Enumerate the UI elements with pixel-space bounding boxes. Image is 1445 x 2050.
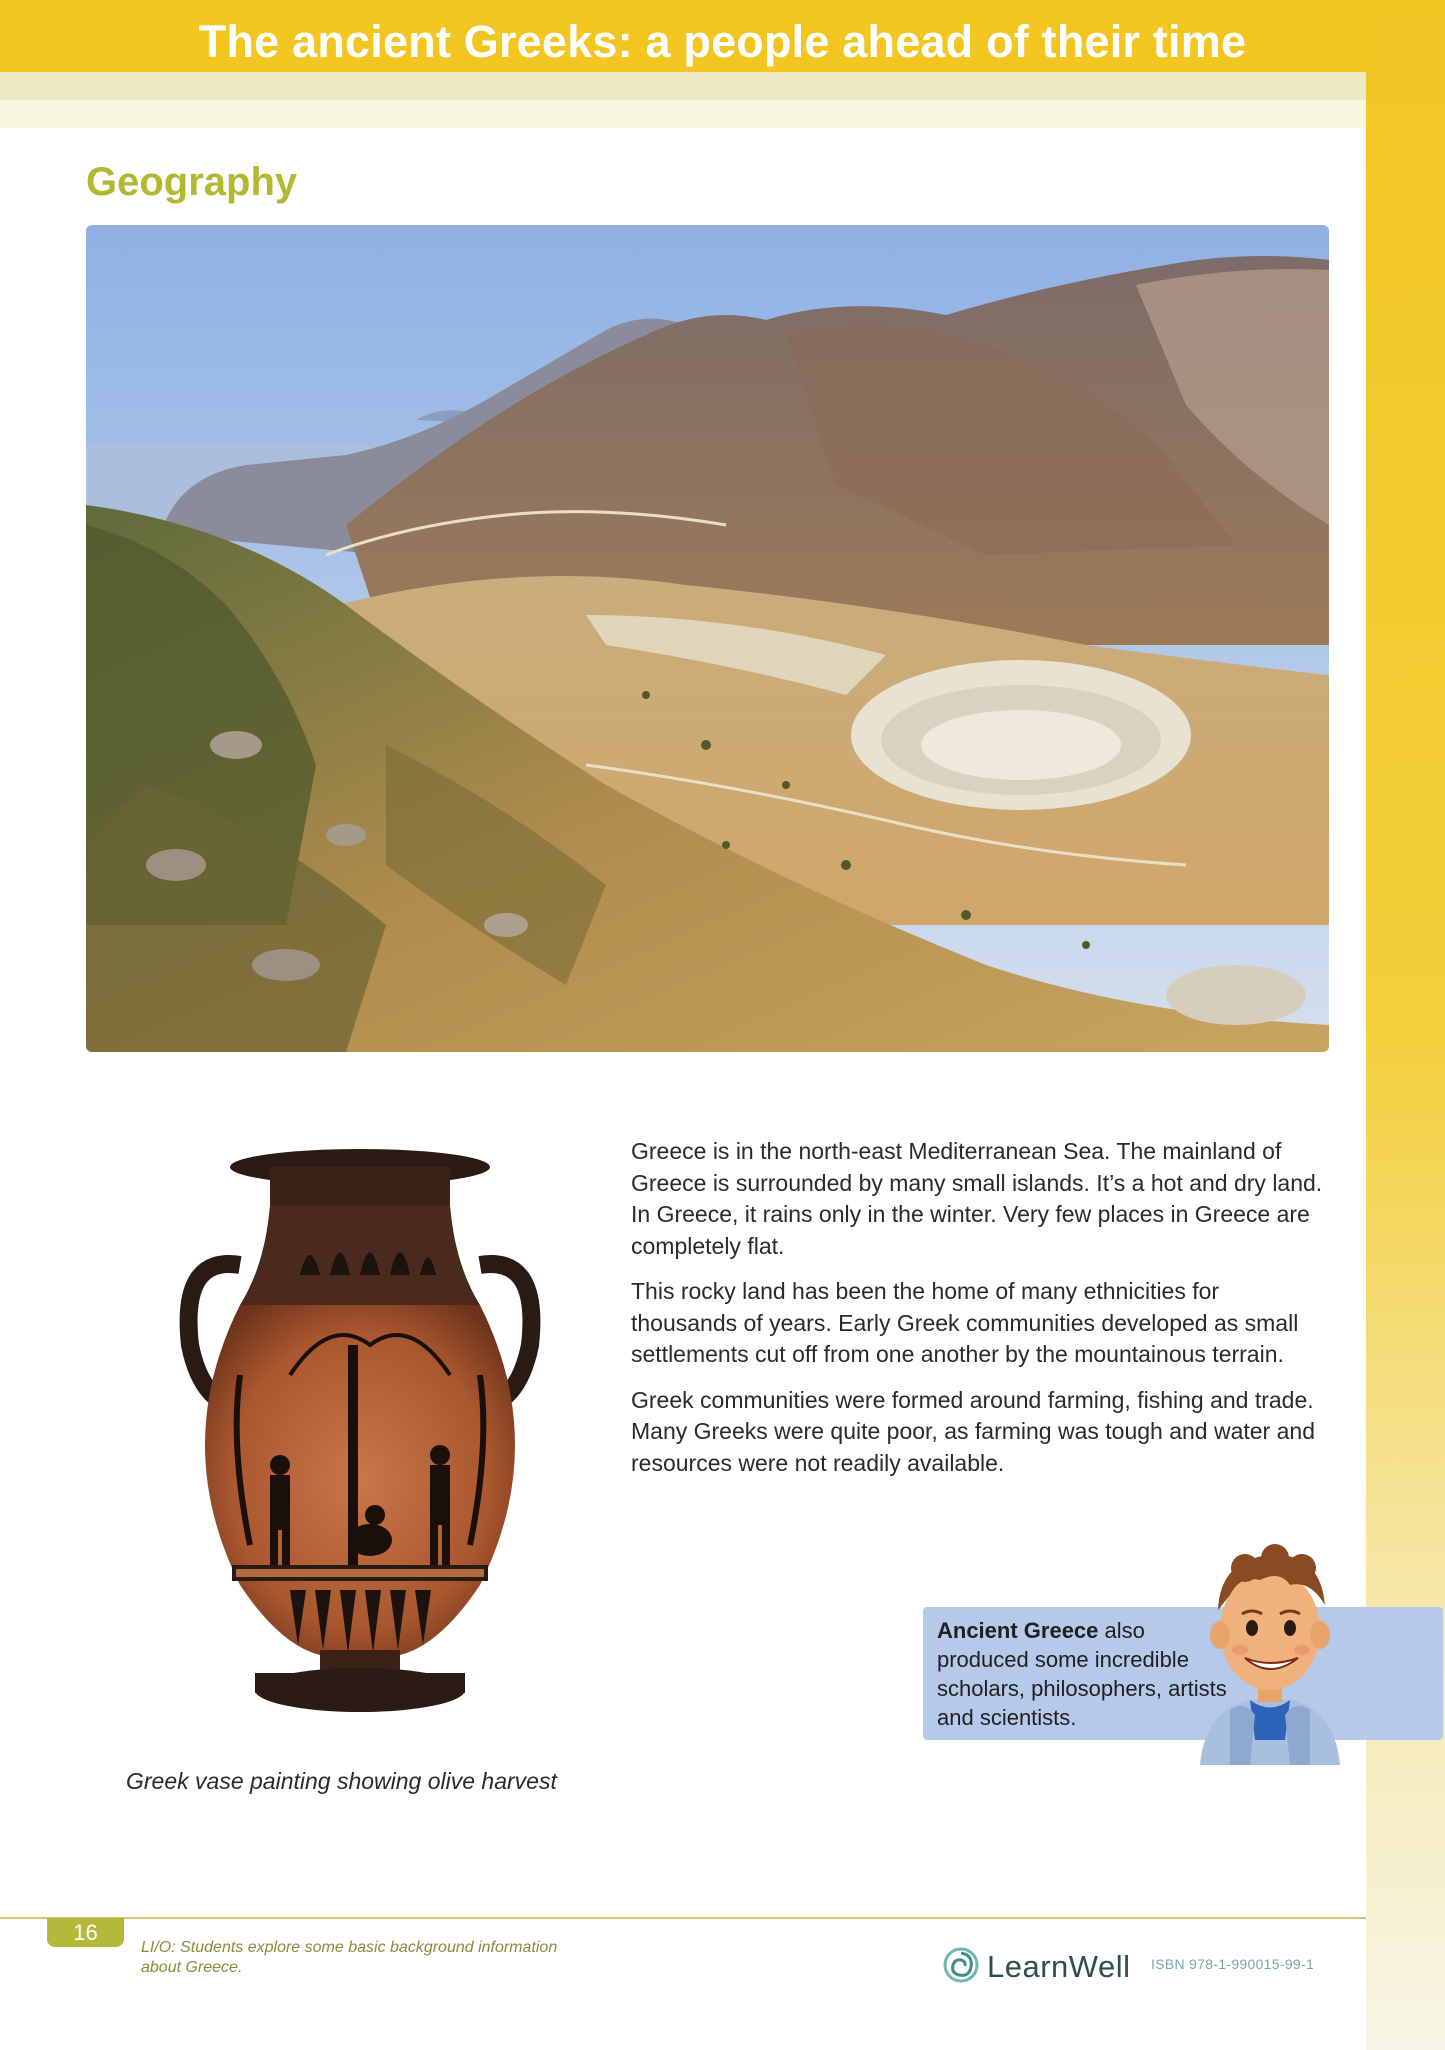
greek-vase-photo	[170, 1145, 550, 1735]
body-text	[631, 1136, 1331, 1493]
info-rest: also produced some incredible scholars, philosophers, artists and scientists.	[937, 1618, 1227, 1730]
vase-caption: Greek vase painting showing olive harvest	[126, 1768, 557, 1794]
learnwell-logo	[943, 1946, 1131, 1988]
brand-name: LearnWell	[987, 1949, 1131, 1984]
info-bold: Ancient Greece	[937, 1618, 1099, 1643]
section-heading: Geography	[86, 160, 298, 204]
footer-divider	[0, 1917, 1366, 1919]
isbn: ISBN 978-1-990015-99-1	[1151, 1956, 1315, 1972]
learnwell-swirl-icon	[943, 1947, 979, 1988]
paragraph-1: Greece is in the north-east Mediterranean Sea. The mainland of Greece is surrounded by many small islands. It’s a hot and dry land. In Greece, it rains only in the winter. Very few places in Greece are completely flat.	[631, 1138, 1323, 1259]
paragraph-2: This rocky land has been the home of many ethnicities for thousands of years. Early Greek communities developed as small settlements cut off from one another by the mountainous terrain.	[631, 1278, 1299, 1367]
side-color-strip	[1366, 0, 1445, 2050]
header-stripe-light	[0, 100, 1366, 128]
page-number: 16	[47, 1918, 124, 1947]
mountain-landscape-photo	[86, 225, 1329, 1052]
learning-intention: LI/O: Students explore some basic background information about Greece.	[141, 1939, 558, 1976]
cartoon-boy-mascot	[1190, 1540, 1350, 1765]
page-title: The ancient Greeks: a people ahead of their time	[198, 16, 1247, 67]
paragraph-3: Greek communities were formed around farming, fishing and trade. Many Greeks were quite poor, as farming was tough and water and resources were not readily available.	[631, 1386, 1315, 1476]
